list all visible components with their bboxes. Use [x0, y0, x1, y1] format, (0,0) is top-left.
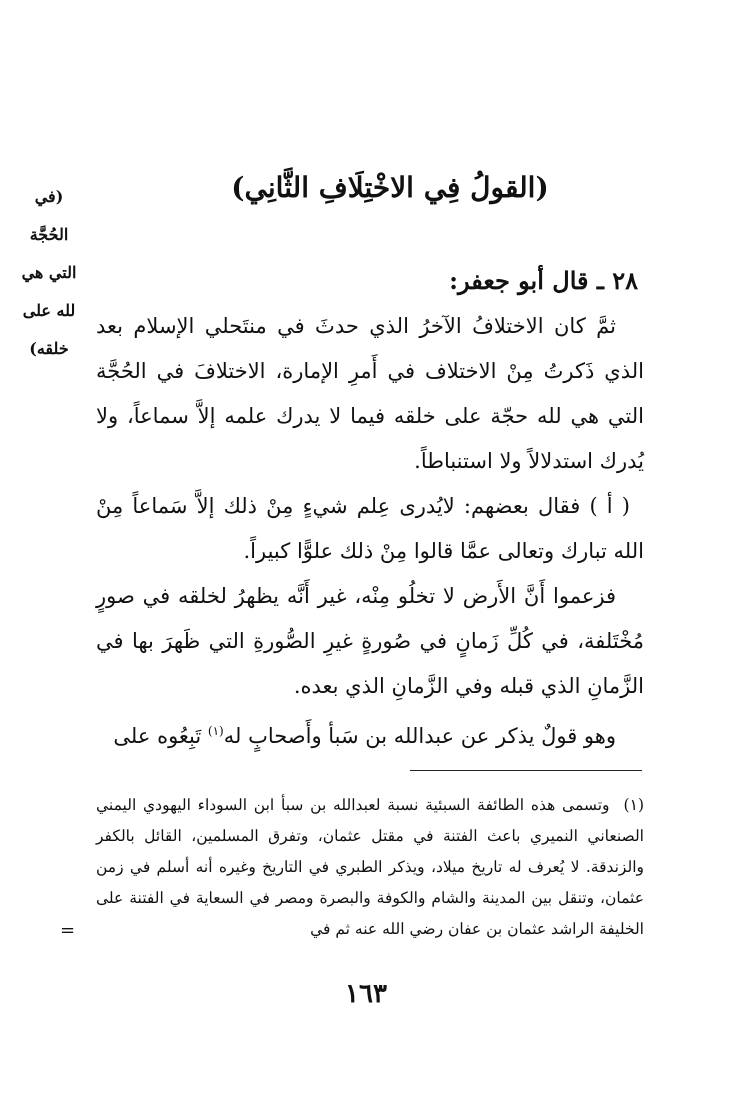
chapter-heading: (القولُ فِي الاخْتِلَافِ الثَّانِي) [231, 171, 549, 204]
margin-note-line: لله على [22, 301, 76, 320]
footnotes [96, 790, 644, 945]
footnote-marker: (١) [207, 724, 224, 738]
main-text [96, 304, 644, 759]
margin-note-line: (في [34, 187, 64, 206]
footnote-text: وتسمى هذه الطائفة السبئية نسبة لعبدالله بن سبأ ابن السوداء اليهودي اليمني الصنعاني النميري باعث الفتنة في مقتل عثمان، وتفرق المسلمين، القائل بالكفر والزندقة. لا يُعرف له تاريخ ميلاد، ويذكر الطبري في التاريخ وغيره أنه أسلم في زمن عثمان، وتنقل بين المدينة والشام والكوفة والبصرة ومصر في السعاية في الفتنة على الخليفة الراشد عثمان بن عفان رضي الله عنه ثم في [96, 796, 644, 938]
continuation-mark: = [60, 920, 76, 941]
paragraph: ( أ ) فقال بعضهم: لايُدرى عِلم شيءٍ مِنْ ذلك إلاَّ سَماعاً مِنْ الله تبارك وتعالى عمَّا قالوا مِنْ ذلك علوًّا كبيراً. [96, 494, 644, 563]
section-heading: ٢٨ ـ قال أبو جعفر: [449, 266, 638, 295]
paragraph [96, 709, 644, 759]
paragraph: ثمَّ كان الاختلافُ الآخرُ الذي حدثَ في منتَحلي الإسلام بعد الذي ذَكرتُ مِنْ الاختلاف في أَمرِ الإمارة، الاختلافَ في الحُجَّة التي هي لله حجّة على خلقه فيما لا يدرك علمه إلاَّ سماعاً، ولا يُدرك استدلالاً ولا استنباطاً. [96, 314, 644, 473]
margin-note [14, 178, 84, 368]
margin-note-line: التي هي [21, 263, 77, 282]
footnote-divider [410, 770, 642, 771]
page-number: ١٦٣ [345, 979, 387, 1009]
paragraph-text: وهو قولٌ يذكر عن عبدالله بن سَبأ وأَصحابٍ له [223, 724, 616, 748]
margin-note-line: خلقه) [29, 339, 69, 358]
footnote [96, 790, 644, 945]
margin-note-line: الحُجَّة [29, 225, 69, 244]
footnote-number: (١) [623, 796, 644, 814]
paragraph-text: تَبِعُوه على [113, 724, 208, 748]
paragraph: فزعموا أَنَّ الأَرض لا تخلُو مِنْه، غير أَنَّه يظهرُ لخلقه في صورٍ مُخْتَلفة، في كُلِّ زَمانٍ في صُورةٍ غيرِ الصُّورةِ التي ظَهرَ بها في الزَّمانِ الذي قبله وفي الزَّمانِ الذي بعده. [96, 584, 644, 698]
